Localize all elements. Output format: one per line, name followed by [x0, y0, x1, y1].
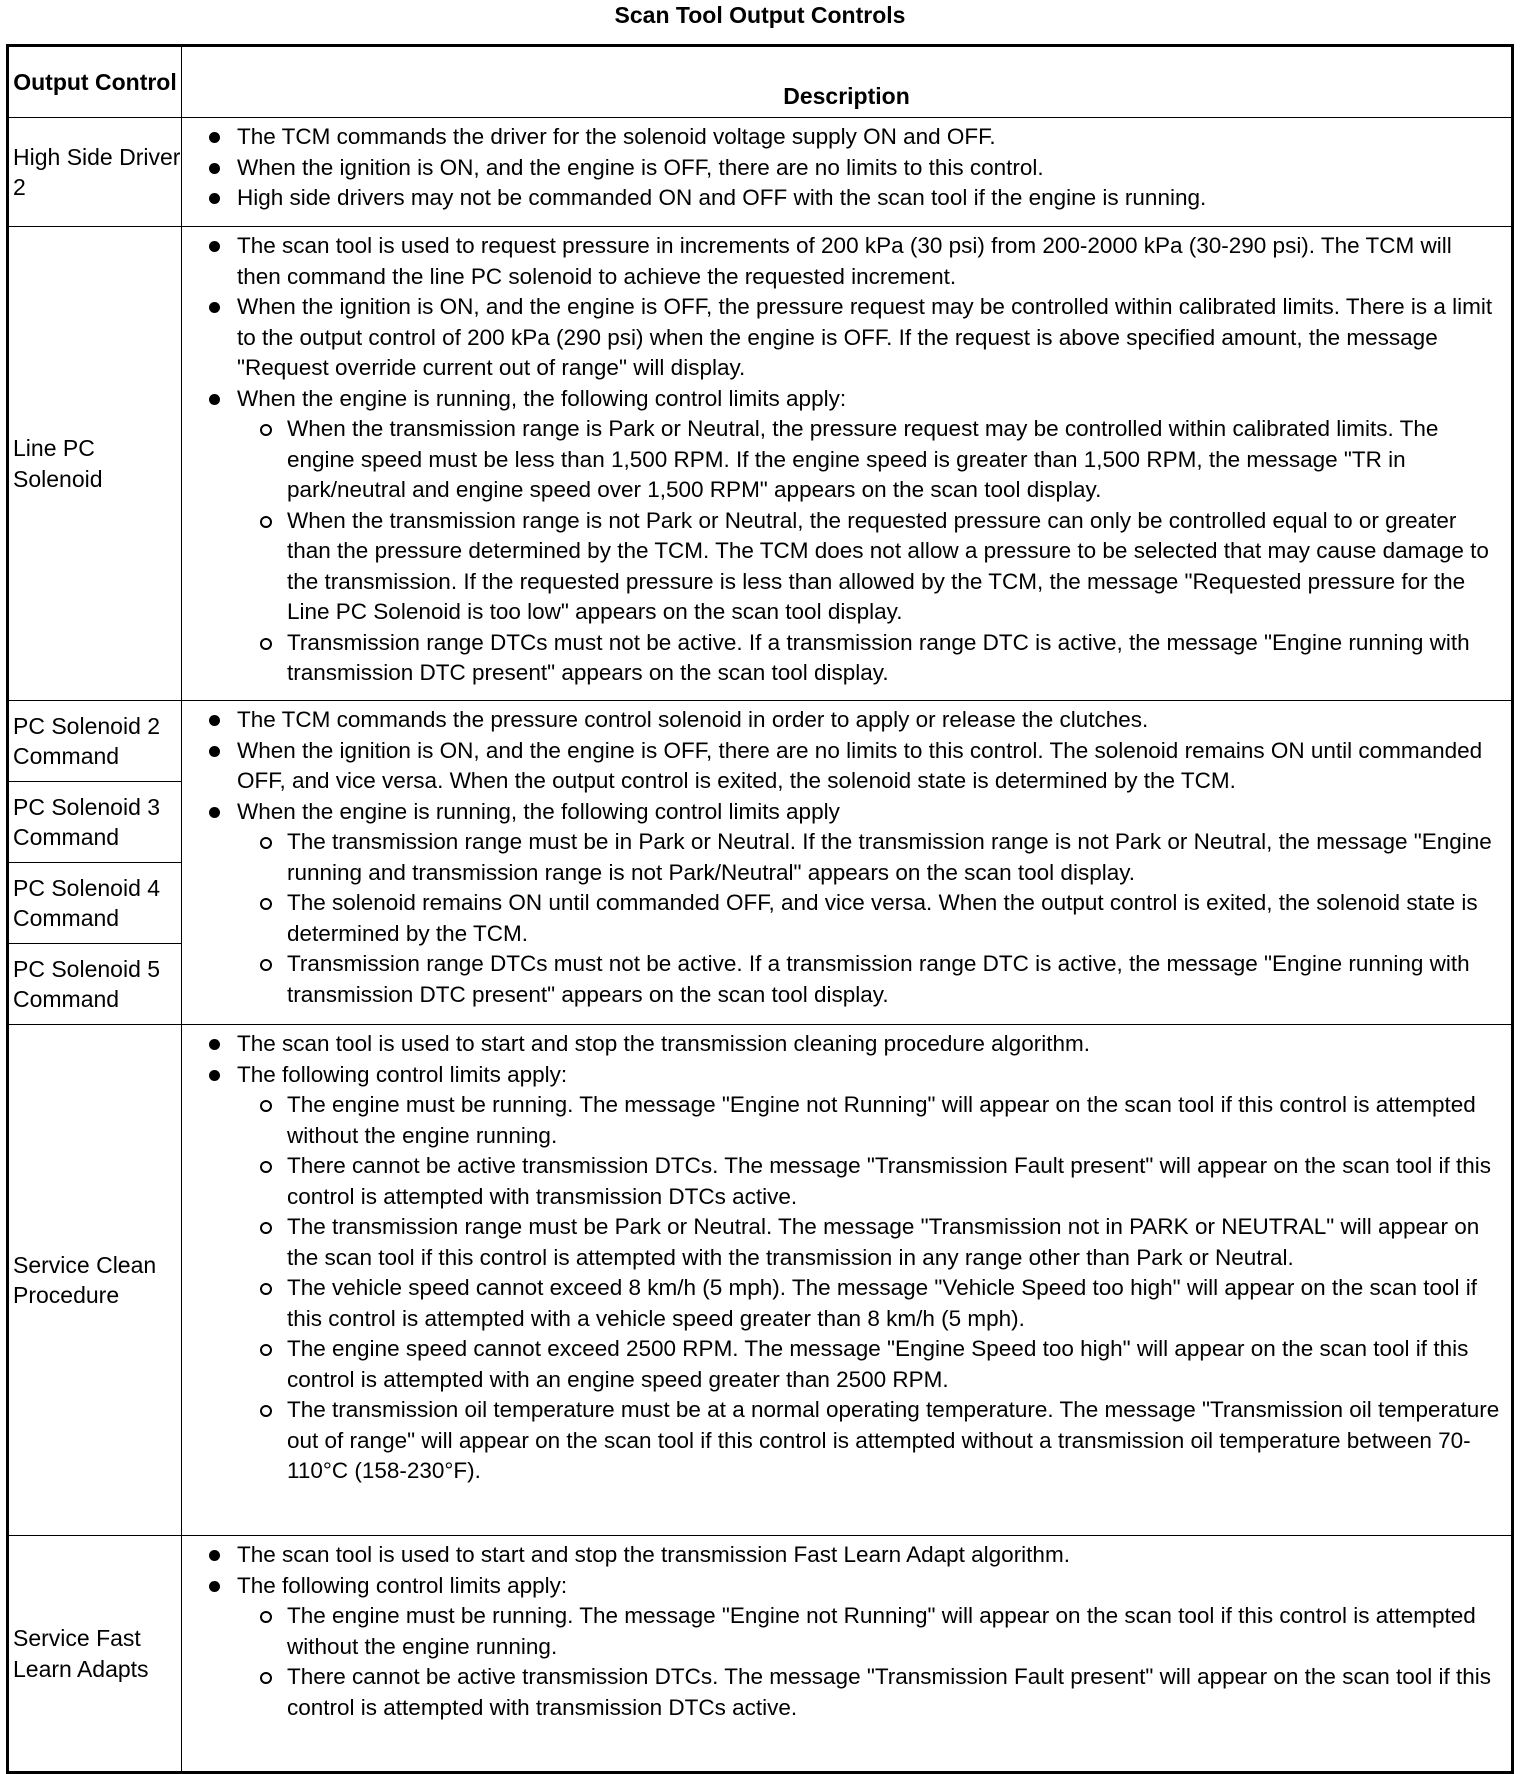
list-subitem: The transmission range must be in Park or Neutral. If the transmission range is not Park or Neutral, the message "Engine running and transmission range is not Park/Neutral" appears on the scan tool display.: [182, 827, 1501, 888]
output-control-label: High Side Driver 2: [8, 118, 182, 227]
list-item: The scan tool is used to start and stop the transmission Fast Learn Adapt algorithm.: [182, 1540, 1501, 1571]
row-pc-solenoid-2-command: [8, 701, 1513, 782]
list-item: The following control limits apply:: [182, 1571, 1501, 1602]
description-list: [182, 705, 1501, 1010]
row-high-side-driver-2: [8, 118, 1513, 227]
list-subitem: Transmission range DTCs must not be active. If a transmission range DTC is active, the message "Engine running with transmission DTC present" appears on the scan tool display.: [182, 628, 1501, 689]
list-item: When the ignition is ON, and the engine is OFF, there are no limits to this control. The solenoid remains ON until commanded OFF, and vice versa. When the output control is exited, the solenoid state is determined by the TCM.: [182, 736, 1501, 797]
list-subitem: The transmission oil temperature must be at a normal operating temperature. The message "Transmission oil temperature out of range" will appear on the scan tool if this control is attempted without a transmission oil temperature between 70-110°C (158-230°F).: [182, 1395, 1501, 1487]
output-control-label: Service Clean Procedure: [8, 1025, 182, 1536]
list-subitem: The engine must be running. The message "Engine not Running" will appear on the scan tool if this control is attempted without the engine running.: [182, 1090, 1501, 1151]
header-description: Description: [182, 46, 1513, 118]
list-subitem: The solenoid remains ON until commanded OFF, and vice versa. When the output control is exited, the solenoid state is determined by the TCM.: [182, 888, 1501, 949]
header-row: [8, 46, 1513, 118]
table-title: Scan Tool Output Controls: [614, 2, 906, 28]
output-control-label: PC Solenoid 3 Command: [8, 782, 182, 863]
list-item: The scan tool is used to start and stop the transmission cleaning procedure algorithm.: [182, 1029, 1501, 1060]
list-item: The following control limits apply:: [182, 1060, 1501, 1091]
list-subitem: The vehicle speed cannot exceed 8 km/h (5 mph). The message "Vehicle Speed too high" will appear on the scan tool if this control is attempted with a vehicle speed greater than 8 km/h (5 mph).: [182, 1273, 1501, 1334]
list-subitem: When the transmission range is Park or Neutral, the pressure request may be controlled within calibrated limits. The engine speed must be less than 1,500 RPM. If the engine speed is greater than 1,500 RPM, the message "TR in park/neutral and engine speed over 1,500 RPM" appears on the scan tool display.: [182, 414, 1501, 506]
description-cell: [182, 701, 1513, 1025]
description-list: [182, 1540, 1501, 1723]
list-subitem: The engine speed cannot exceed 2500 RPM. The message "Engine Speed too high" will appear on the scan tool if this control is attempted with an engine speed greater than 2500 RPM.: [182, 1334, 1501, 1395]
list-item: High side drivers may not be commanded ON and OFF with the scan tool if the engine is running.: [182, 183, 1501, 214]
list-item: When the engine is running, the following control limits apply:: [182, 384, 1501, 415]
output-control-label: PC Solenoid 5 Command: [8, 944, 182, 1025]
list-subitem: When the transmission range is not Park or Neutral, the requested pressure can only be controlled equal to or greater than the pressure determined by the TCM. The TCM does not allow a pressure to be selected that may cause damage to the transmission. If the requested pressure is less than allowed by the TCM, the message "Requested pressure for the Line PC Solenoid is too low" appears on the scan tool display.: [182, 506, 1501, 628]
list-subitem: There cannot be active transmission DTCs. The message "Transmission Fault present" will appear on the scan tool if this control is attempted with transmission DTCs active.: [182, 1151, 1501, 1212]
description-cell: [182, 118, 1513, 227]
list-subitem: Transmission range DTCs must not be active. If a transmission range DTC is active, the message "Engine running with transmission DTC present" appears on the scan tool display.: [182, 949, 1501, 1010]
list-item: The TCM commands the driver for the solenoid voltage supply ON and OFF.: [182, 122, 1501, 153]
list-item: When the ignition is ON, and the engine is OFF, there are no limits to this control.: [182, 153, 1501, 184]
list-subitem: The transmission range must be Park or Neutral. The message "Transmission not in PARK or NEUTRAL" will appear on the scan tool if this control is attempted with the transmission in any range other than Park or Neutral.: [182, 1212, 1501, 1273]
description-cell: [182, 1536, 1513, 1773]
list-item: The TCM commands the pressure control solenoid in order to apply or release the clutches.: [182, 705, 1501, 736]
output-control-label: PC Solenoid 2 Command: [8, 701, 182, 782]
description-cell: [182, 1025, 1513, 1536]
description-list: [182, 231, 1501, 689]
description-list: [182, 1029, 1501, 1487]
row-service-fast-learn-adapts: [8, 1536, 1513, 1773]
header-output-control: Output Control: [8, 46, 182, 118]
description-list: [182, 122, 1501, 214]
row-line-pc-solenoid: [8, 227, 1513, 701]
list-subitem: There cannot be active transmission DTCs. The message "Transmission Fault present" will appear on the scan tool if this control is attempted with transmission DTCs active.: [182, 1662, 1501, 1723]
output-controls-table: [6, 44, 1514, 1774]
list-item: When the ignition is ON, and the engine is OFF, the pressure request may be controlled within calibrated limits. There is a limit to the output control of 200 kPa (290 psi) when the engine is OFF. If the request is above specified amount, the message "Request override current out of range" will display.: [182, 292, 1501, 384]
list-subitem: The engine must be running. The message "Engine not Running" will appear on the scan tool if this control is attempted without the engine running.: [182, 1601, 1501, 1662]
output-control-label: Line PC Solenoid: [8, 227, 182, 701]
list-item: The scan tool is used to request pressure in increments of 200 kPa (30 psi) from 200-2000 kPa (30-290 psi). The TCM will then command the line PC solenoid to achieve the requested increment.: [182, 231, 1501, 292]
output-control-label: Service Fast Learn Adapts: [8, 1536, 182, 1773]
output-control-label: PC Solenoid 4 Command: [8, 863, 182, 944]
list-item: When the engine is running, the following control limits apply: [182, 797, 1501, 828]
row-service-clean-procedure: [8, 1025, 1513, 1536]
description-cell: [182, 227, 1513, 701]
